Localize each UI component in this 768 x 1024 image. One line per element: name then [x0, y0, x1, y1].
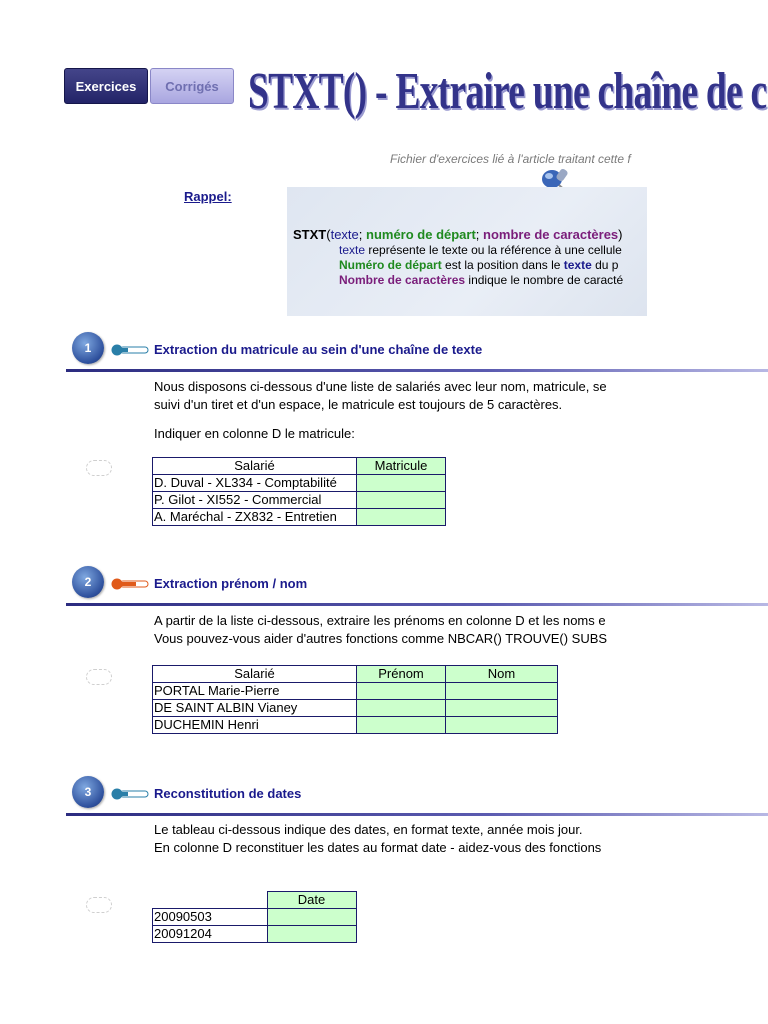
table-row	[153, 683, 558, 700]
table-cell-text-date: 20091204	[153, 926, 268, 943]
syntax-close: )	[618, 227, 623, 242]
syntax-sep2: ;	[475, 227, 484, 242]
syntax-arg2: numéro de départ	[366, 227, 476, 242]
syntax-term-depart: Numéro de départ	[339, 258, 442, 272]
section-title: Reconstitution de dates	[154, 786, 302, 801]
table-header-salarie: Salarié	[153, 458, 357, 475]
syntax-signature	[293, 227, 623, 242]
syntax-desc-texte: représente le texte ou la référence à une cellule	[365, 243, 622, 257]
syntax-arg1: texte	[330, 227, 359, 242]
table-row	[153, 475, 446, 492]
thermometer-icon	[110, 578, 150, 590]
table-header-row	[153, 892, 357, 909]
table-input-cell[interactable]	[267, 926, 356, 943]
table-header-row	[153, 458, 446, 475]
table-header-date: Date	[267, 892, 356, 909]
syntax-desc-depart-b: du p	[591, 258, 619, 272]
table-cell-text-date: 20090503	[153, 909, 268, 926]
rappel-label[interactable]: Rappel:	[184, 189, 232, 204]
syntax-line-depart	[339, 258, 618, 272]
prenom-nom-table	[152, 665, 558, 734]
syntax-line-nombre	[339, 273, 623, 287]
syntax-sep1: ;	[358, 227, 366, 242]
page-title: STXT() - Extraire une chaîne de c	[248, 63, 767, 120]
table-row	[153, 700, 558, 717]
syntax-term-nombre: Nombre de caractères	[339, 273, 466, 287]
table-row	[153, 926, 357, 943]
table-header-nom: Nom	[446, 666, 558, 683]
table-input-cell[interactable]	[357, 492, 446, 509]
syntax-arg3: nombre de caractères	[483, 227, 619, 242]
table-cell-salarie: DE SAINT ALBIN Vianey	[153, 700, 357, 717]
table-input-cell[interactable]	[267, 909, 356, 926]
section-2-header	[0, 566, 768, 606]
paragraph-line: En colonne D reconstituer les dates au format date - aidez-vous des fonctions	[154, 840, 602, 855]
syntax-line-texte	[339, 243, 622, 257]
table-row	[153, 717, 558, 734]
table-cell-salarie: DUCHEMIN Henri	[153, 717, 357, 734]
section-3-header	[0, 776, 768, 816]
table-row	[153, 909, 357, 926]
section-divider	[66, 813, 768, 816]
section-1-text	[154, 378, 647, 414]
syntax-desc-depart-a: est la position dans le	[441, 258, 564, 272]
syntax-func: STXT	[293, 227, 327, 242]
section-2-text	[154, 612, 647, 648]
table-input-cell[interactable]	[357, 700, 446, 717]
table-input-cell[interactable]	[446, 683, 558, 700]
table-input-cell[interactable]	[357, 475, 446, 492]
table-cell-salarie: A. Maréchal - ZX832 - Entretien	[153, 509, 357, 526]
thermometer-icon	[110, 788, 150, 800]
syntax-desc-nombre: indique le nombre de caracté	[465, 273, 624, 287]
syntax-open: (	[326, 227, 331, 242]
syntax-word-texte: texte	[563, 258, 592, 272]
table-cell-salarie: D. Duval - XL334 - Comptabilité	[153, 475, 357, 492]
table-cell-salarie: PORTAL Marie-Pierre	[153, 683, 357, 700]
paragraph-line: A partir de la liste ci-dessous, extraire les prénoms en colonne D et les noms e	[154, 613, 606, 628]
dates-table	[152, 891, 357, 943]
tab-corriges[interactable]: Corrigés	[150, 68, 234, 104]
tab-exercices[interactable]: Exercices	[64, 68, 148, 104]
table-row	[153, 492, 446, 509]
section-title: Extraction prénom / nom	[154, 576, 308, 591]
syntax-box	[287, 187, 647, 316]
section-divider	[66, 369, 768, 372]
table-header-matricule: Matricule	[357, 458, 446, 475]
section-divider	[66, 603, 768, 606]
placeholder-shape	[86, 669, 112, 685]
paragraph-line: Vous pouvez-vous aider d'autres fonctions comme NBCAR() TROUVE() SUBS	[154, 631, 608, 646]
table-cell-salarie: P. Gilot - XI552 - Commercial	[153, 492, 357, 509]
table-input-cell[interactable]	[357, 717, 446, 734]
article-link-text[interactable]: Fichier d'exercices lié à l'article traitant cette f	[390, 152, 631, 166]
paragraph-line: Le tableau ci-dessous indique des dates, en format texte, année mois jour.	[154, 822, 583, 837]
section-number-badge: 1	[72, 332, 104, 364]
table-input-cell[interactable]	[357, 683, 446, 700]
matricule-table	[152, 457, 446, 526]
table-header-salarie: Salarié	[153, 666, 357, 683]
table-input-cell[interactable]	[446, 700, 558, 717]
table-row	[153, 509, 446, 526]
paragraph-line: Nous disposons ci-dessous d'une liste de salariés avec leur nom, matricule, se	[154, 379, 607, 394]
syntax-term-texte: texte	[339, 243, 366, 257]
section-number-badge: 2	[72, 566, 104, 598]
thermometer-icon	[110, 344, 150, 356]
placeholder-shape	[86, 897, 112, 913]
table-header-prenom: Prénom	[357, 666, 446, 683]
table-input-cell[interactable]	[357, 509, 446, 526]
table-header-empty	[153, 892, 268, 909]
section-number-badge: 3	[72, 776, 104, 808]
section-3-text	[154, 821, 647, 857]
section-1-header	[0, 332, 768, 372]
placeholder-shape	[86, 460, 112, 476]
table-input-cell[interactable]	[446, 717, 558, 734]
section-title: Extraction du matricule au sein d'une chaîne de texte	[154, 342, 483, 357]
paragraph-line: suivi d'un tiret et d'un espace, le matricule est toujours de 5 caractères.	[154, 397, 563, 412]
section-1-instruction: Indiquer en colonne D le matricule:	[154, 426, 355, 441]
table-header-row	[153, 666, 558, 683]
